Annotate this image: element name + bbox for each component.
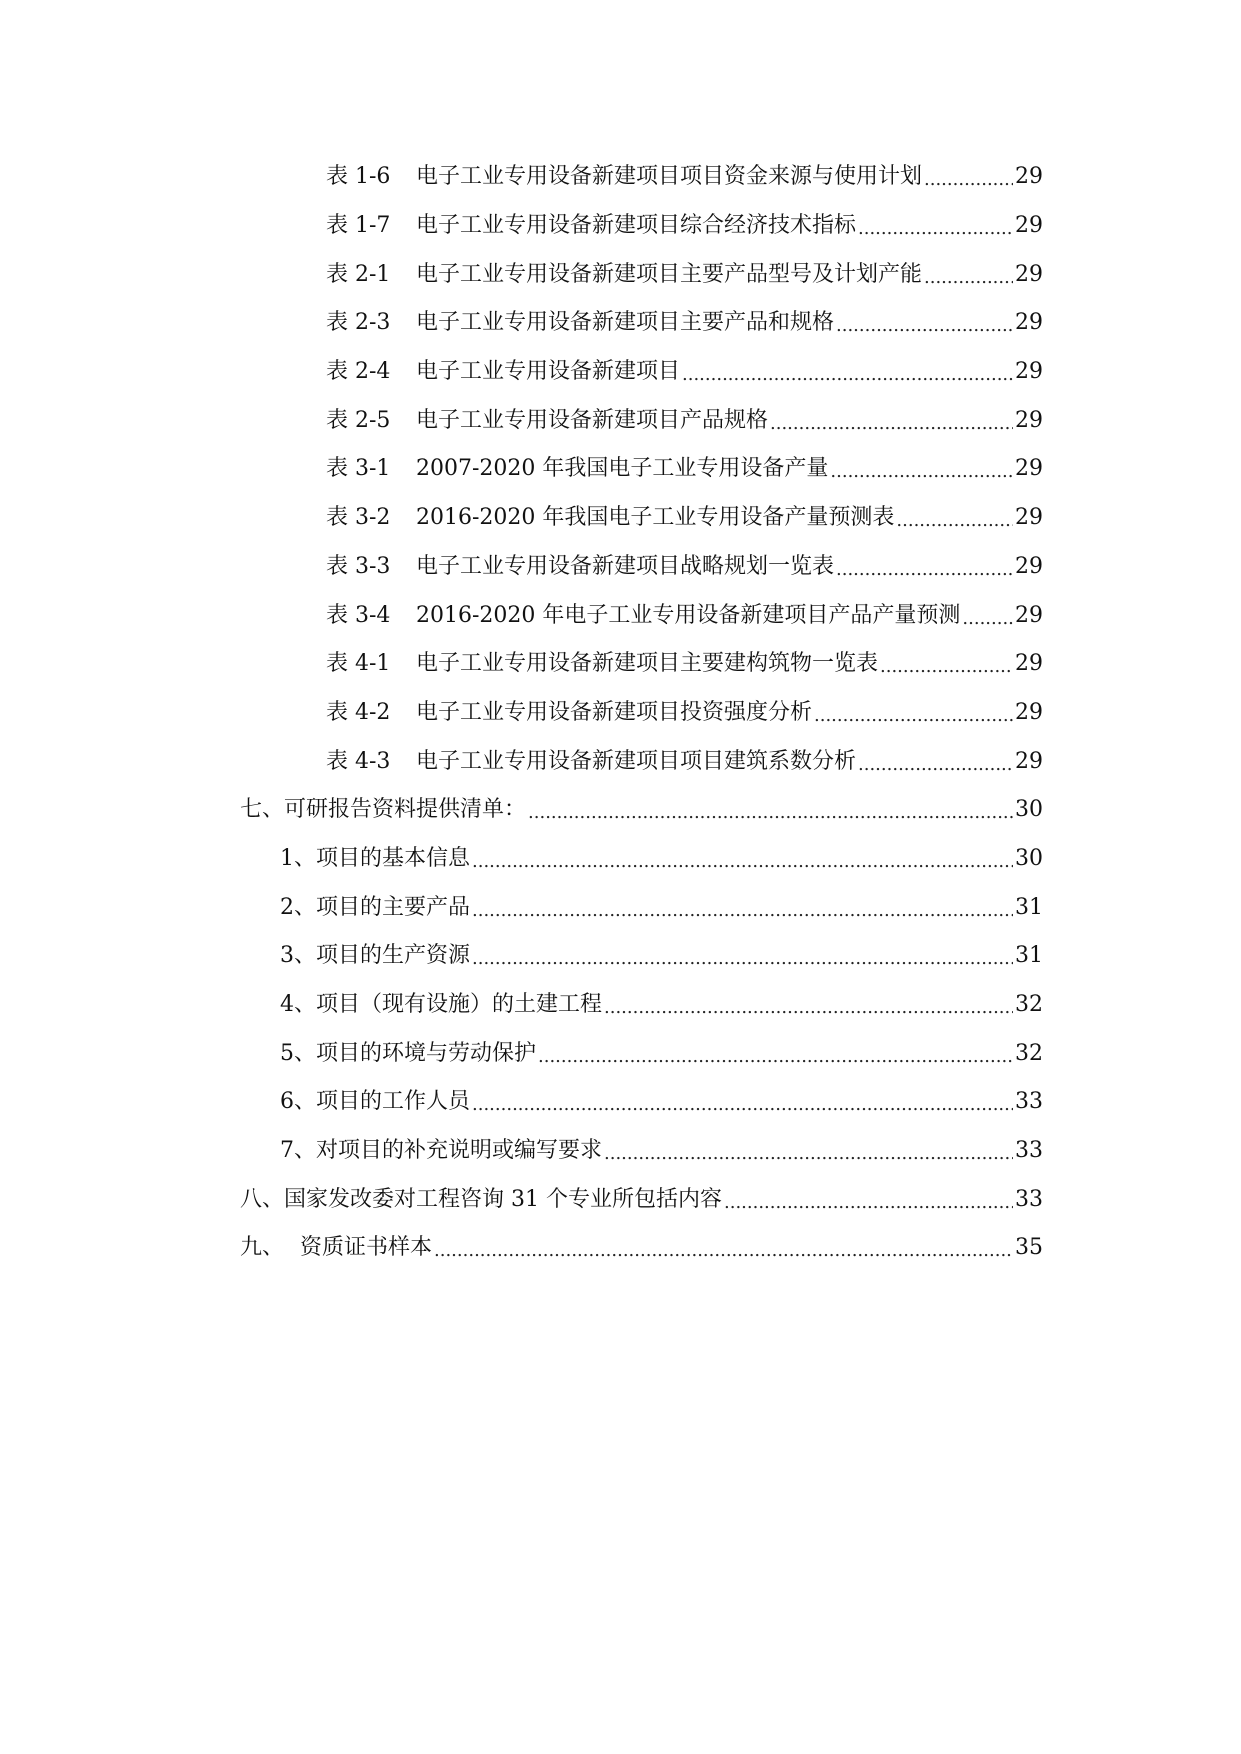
toc-entry-title: 国家发改委对工程咨询 31 个专业所包括内容 [284, 1186, 722, 1212]
toc-entry-table-4-3[interactable] [0, 737, 1241, 786]
toc-entry-number: 表 3-4 [326, 602, 391, 628]
toc-entry-number: 表 2-1 [326, 261, 391, 287]
toc-entry-number: 表 2-5 [326, 407, 391, 433]
toc-entry-number: 7、 [280, 1138, 316, 1164]
toc-entry-title: 项目的生产资源 [316, 943, 471, 969]
toc-entry-section-7[interactable] [0, 786, 1241, 835]
toc-entry-section-7-3[interactable] [0, 932, 1241, 981]
dot-leader [604, 1003, 1013, 1017]
dot-leader [434, 1246, 1013, 1260]
toc-entry-section-8[interactable] [0, 1175, 1241, 1224]
dot-leader [472, 906, 1013, 920]
toc-entry-table-3-2[interactable] [0, 494, 1241, 543]
toc-entry-section-7-5[interactable] [0, 1029, 1241, 1078]
toc-entry-number: 表 1-7 [326, 213, 391, 239]
toc-entry-title: 电子工业专用设备新建项目项目资金来源与使用计划 [416, 164, 923, 190]
toc-entry-title: 项目（现有设施）的土建工程 [316, 992, 603, 1018]
toc-entry-number: 3、 [280, 943, 316, 969]
toc-entry-title: 项目的工作人员 [316, 1089, 471, 1115]
toc-entry-table-2-5[interactable] [0, 396, 1241, 445]
toc-entry-title: 资质证书样本 [300, 1235, 433, 1261]
dot-leader [472, 857, 1013, 871]
toc-entry-table-1-6[interactable] [0, 153, 1241, 202]
toc-entry-page: 29 [1015, 359, 1043, 385]
toc-entry-page: 33 [1015, 1089, 1043, 1115]
toc-entry-number: 表 4-2 [326, 699, 391, 725]
dot-leader [604, 1149, 1013, 1163]
toc-entry-page: 29 [1015, 213, 1043, 239]
dot-leader [724, 1198, 1013, 1212]
dot-leader [830, 467, 1013, 481]
toc-entry-title: 项目的基本信息 [316, 845, 471, 871]
toc-entry-section-7-7[interactable] [0, 1127, 1241, 1176]
toc-entry-page: 29 [1015, 651, 1043, 677]
table-of-contents [0, 153, 1241, 1273]
toc-entry-number: 九、 [240, 1235, 285, 1261]
dot-leader [814, 711, 1013, 725]
toc-entry-number: 表 3-2 [326, 505, 391, 531]
toc-entry-number: 八、 [240, 1186, 285, 1212]
toc-entry-page: 31 [1015, 943, 1043, 969]
toc-entry-page: 29 [1015, 602, 1043, 628]
toc-entry-title: 电子工业专用设备新建项目主要产品和规格 [416, 310, 835, 336]
toc-entry-page: 33 [1015, 1186, 1043, 1212]
toc-entry-table-3-4[interactable] [0, 591, 1241, 640]
toc-entry-section-7-2[interactable] [0, 883, 1241, 932]
dot-leader [836, 321, 1013, 335]
toc-entry-page: 31 [1015, 894, 1043, 920]
toc-entry-page: 29 [1015, 553, 1043, 579]
toc-entry-number: 表 4-1 [326, 651, 391, 677]
toc-entry-page: 30 [1015, 797, 1043, 823]
toc-entry-title: 2016-2020 年我国电子工业专用设备产量预测表 [416, 505, 895, 531]
toc-entry-table-2-1[interactable] [0, 250, 1241, 299]
dot-leader [538, 1052, 1013, 1066]
toc-entry-title: 对项目的补充说明或编写要求 [316, 1138, 603, 1164]
toc-entry-page: 35 [1015, 1235, 1043, 1261]
toc-entry-table-2-3[interactable] [0, 299, 1241, 348]
dot-leader [924, 175, 1013, 189]
toc-entry-title: 项目的环境与劳动保护 [316, 1040, 537, 1066]
toc-entry-page: 29 [1015, 456, 1043, 482]
dot-leader [682, 370, 1013, 384]
toc-entry-page: 29 [1015, 505, 1043, 531]
toc-entry-title: 电子工业专用设备新建项目综合经济技术指标 [416, 213, 857, 239]
toc-entry-number: 4、 [280, 992, 316, 1018]
toc-entry-title: 电子工业专用设备新建项目投资强度分析 [416, 699, 813, 725]
toc-entry-page: 29 [1015, 748, 1043, 774]
toc-entry-table-3-1[interactable] [0, 445, 1241, 494]
toc-entry-number: 表 2-4 [326, 359, 391, 385]
toc-entry-number: 1、 [280, 845, 316, 871]
toc-entry-page: 29 [1015, 310, 1043, 336]
toc-entry-number: 表 1-6 [326, 164, 391, 190]
dot-leader [472, 1100, 1013, 1114]
toc-entry-table-4-2[interactable] [0, 689, 1241, 738]
dot-leader [472, 954, 1013, 968]
toc-entry-page: 33 [1015, 1138, 1043, 1164]
toc-entry-page: 29 [1015, 164, 1043, 190]
toc-entry-title: 电子工业专用设备新建项目主要建构筑物一览表 [416, 651, 879, 677]
toc-entry-page: 32 [1015, 992, 1043, 1018]
toc-entry-section-7-4[interactable] [0, 981, 1241, 1030]
toc-entry-number: 2、 [280, 894, 316, 920]
toc-entry-number: 七、 [240, 797, 285, 823]
dot-leader [880, 662, 1013, 676]
toc-entry-title: 可研报告资料提供清单： [284, 797, 527, 823]
toc-entry-title: 2016-2020 年电子工业专用设备新建项目产品产量预测 [416, 602, 961, 628]
toc-entry-number: 6、 [280, 1089, 316, 1115]
toc-entry-page: 30 [1015, 845, 1043, 871]
dot-leader [858, 760, 1013, 774]
toc-entry-page: 32 [1015, 1040, 1043, 1066]
toc-entry-table-1-7[interactable] [0, 202, 1241, 251]
toc-entry-table-2-4[interactable] [0, 348, 1241, 397]
toc-entry-number: 表 3-1 [326, 456, 391, 482]
toc-entry-section-9[interactable] [0, 1224, 1241, 1273]
toc-entry-title: 2007-2020 年我国电子工业专用设备产量 [416, 456, 829, 482]
toc-entry-title: 电子工业专用设备新建项目 [416, 359, 681, 385]
toc-entry-table-4-1[interactable] [0, 640, 1241, 689]
dot-leader [528, 808, 1013, 822]
dot-leader [896, 516, 1013, 530]
toc-entry-table-3-3[interactable] [0, 543, 1241, 592]
toc-entry-title: 电子工业专用设备新建项目战略规划一览表 [416, 553, 835, 579]
dot-leader [858, 224, 1013, 238]
toc-entry-title: 电子工业专用设备新建项目产品规格 [416, 407, 769, 433]
toc-entry-number: 表 4-3 [326, 748, 391, 774]
toc-entry-title: 电子工业专用设备新建项目主要产品型号及计划产能 [416, 261, 923, 287]
toc-entry-page: 29 [1015, 699, 1043, 725]
toc-entry-title: 电子工业专用设备新建项目项目建筑系数分析 [416, 748, 857, 774]
toc-entry-number: 表 2-3 [326, 310, 391, 336]
dot-leader [770, 419, 1013, 433]
toc-entry-number: 5、 [280, 1040, 316, 1066]
toc-entry-page: 29 [1015, 407, 1043, 433]
dot-leader [836, 565, 1013, 579]
dot-leader [962, 614, 1013, 628]
toc-entry-page: 29 [1015, 261, 1043, 287]
toc-entry-section-7-6[interactable] [0, 1078, 1241, 1127]
toc-entry-title: 项目的主要产品 [316, 894, 471, 920]
toc-entry-section-7-1[interactable] [0, 835, 1241, 884]
toc-entry-number: 表 3-3 [326, 553, 391, 579]
dot-leader [924, 273, 1013, 287]
